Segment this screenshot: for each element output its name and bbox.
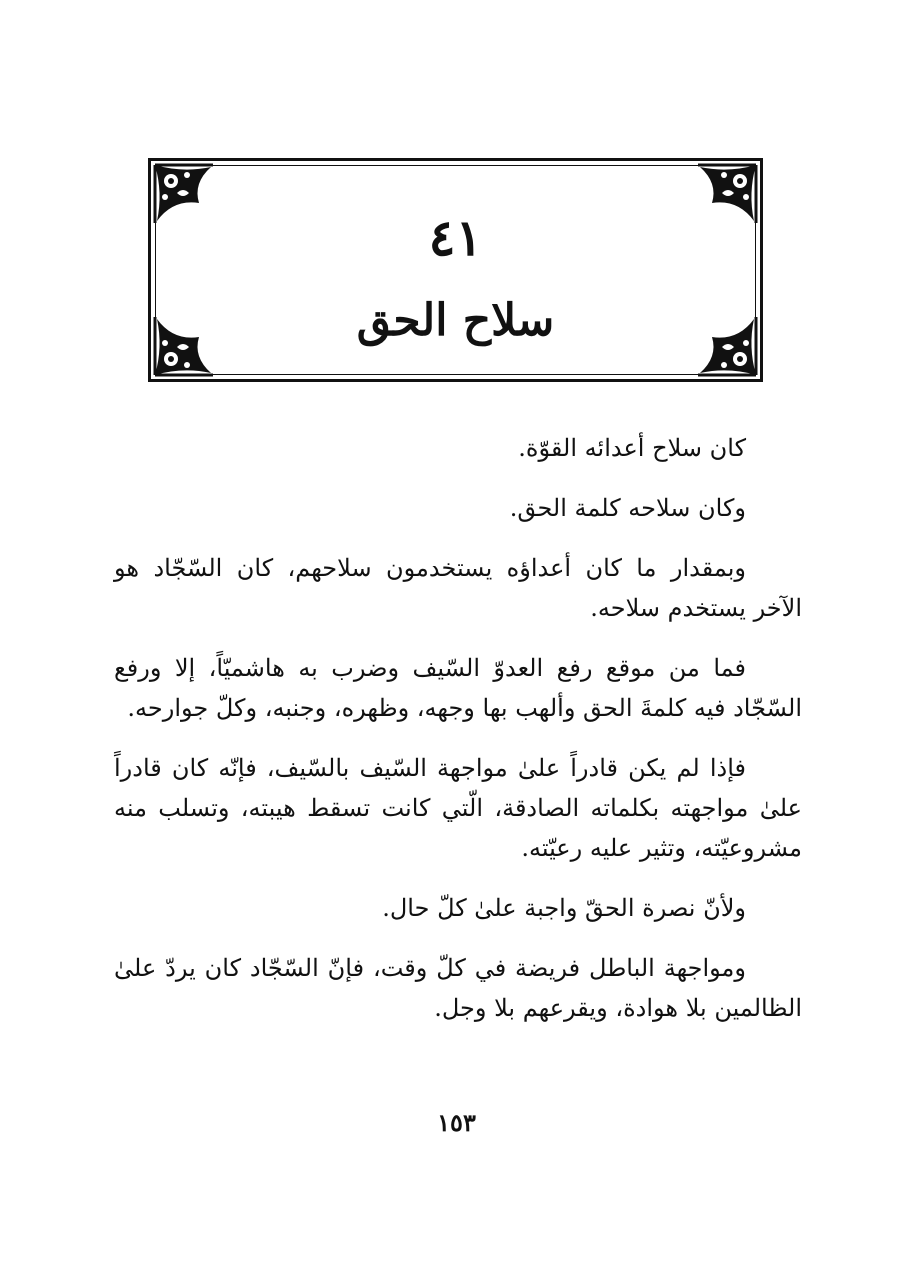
page-number: ١٥٣	[437, 1108, 476, 1137]
paragraph: وكان سلاحه كلمة الحق.	[509, 494, 746, 522]
paragraph: ولأنّ نصرة الحقّ واجبة علىٰ كلّ حال.	[382, 894, 746, 922]
paragraph: فإذا لم يكن قادراً علىٰ مواجهة السّيف بالسّيف، فإنّه كان قادراً علىٰ مواجهته بكلماته الصادقة، الّتي كانت تسقط هيبته، وتسلب منه مشروعيّته، وتثير عليه رعيّته.	[114, 754, 802, 862]
chapter-number: ٤١	[428, 208, 483, 267]
paragraph: كان سلاح أعدائه القوّة.	[518, 434, 746, 462]
chapter-title: سلاح الحق	[356, 295, 555, 346]
body-text	[114, 428, 802, 1048]
paragraph: وبمقدار ما كان أعداؤه يستخدمون سلاحهم، كان السّجّاد هو الآخر يستخدم سلاحه.	[114, 554, 802, 622]
chapter-header-frame	[148, 158, 763, 382]
paragraph: ومواجهة الباطل فريضة في كلّ وقت، فإنّ السّجّاد كان يردّ علىٰ الظالمين بلا هوادة، ويقرعهم بلا وجل.	[114, 954, 802, 1022]
paragraph: فما من موقع رفع العدوّ السّيف وضرب به هاشميّاً، إلا ورفع السّجّاد فيه كلمةَ الحق وألهب بها وجهه، وظهره، وجنبه، وكلّ جوارحه.	[114, 654, 802, 722]
